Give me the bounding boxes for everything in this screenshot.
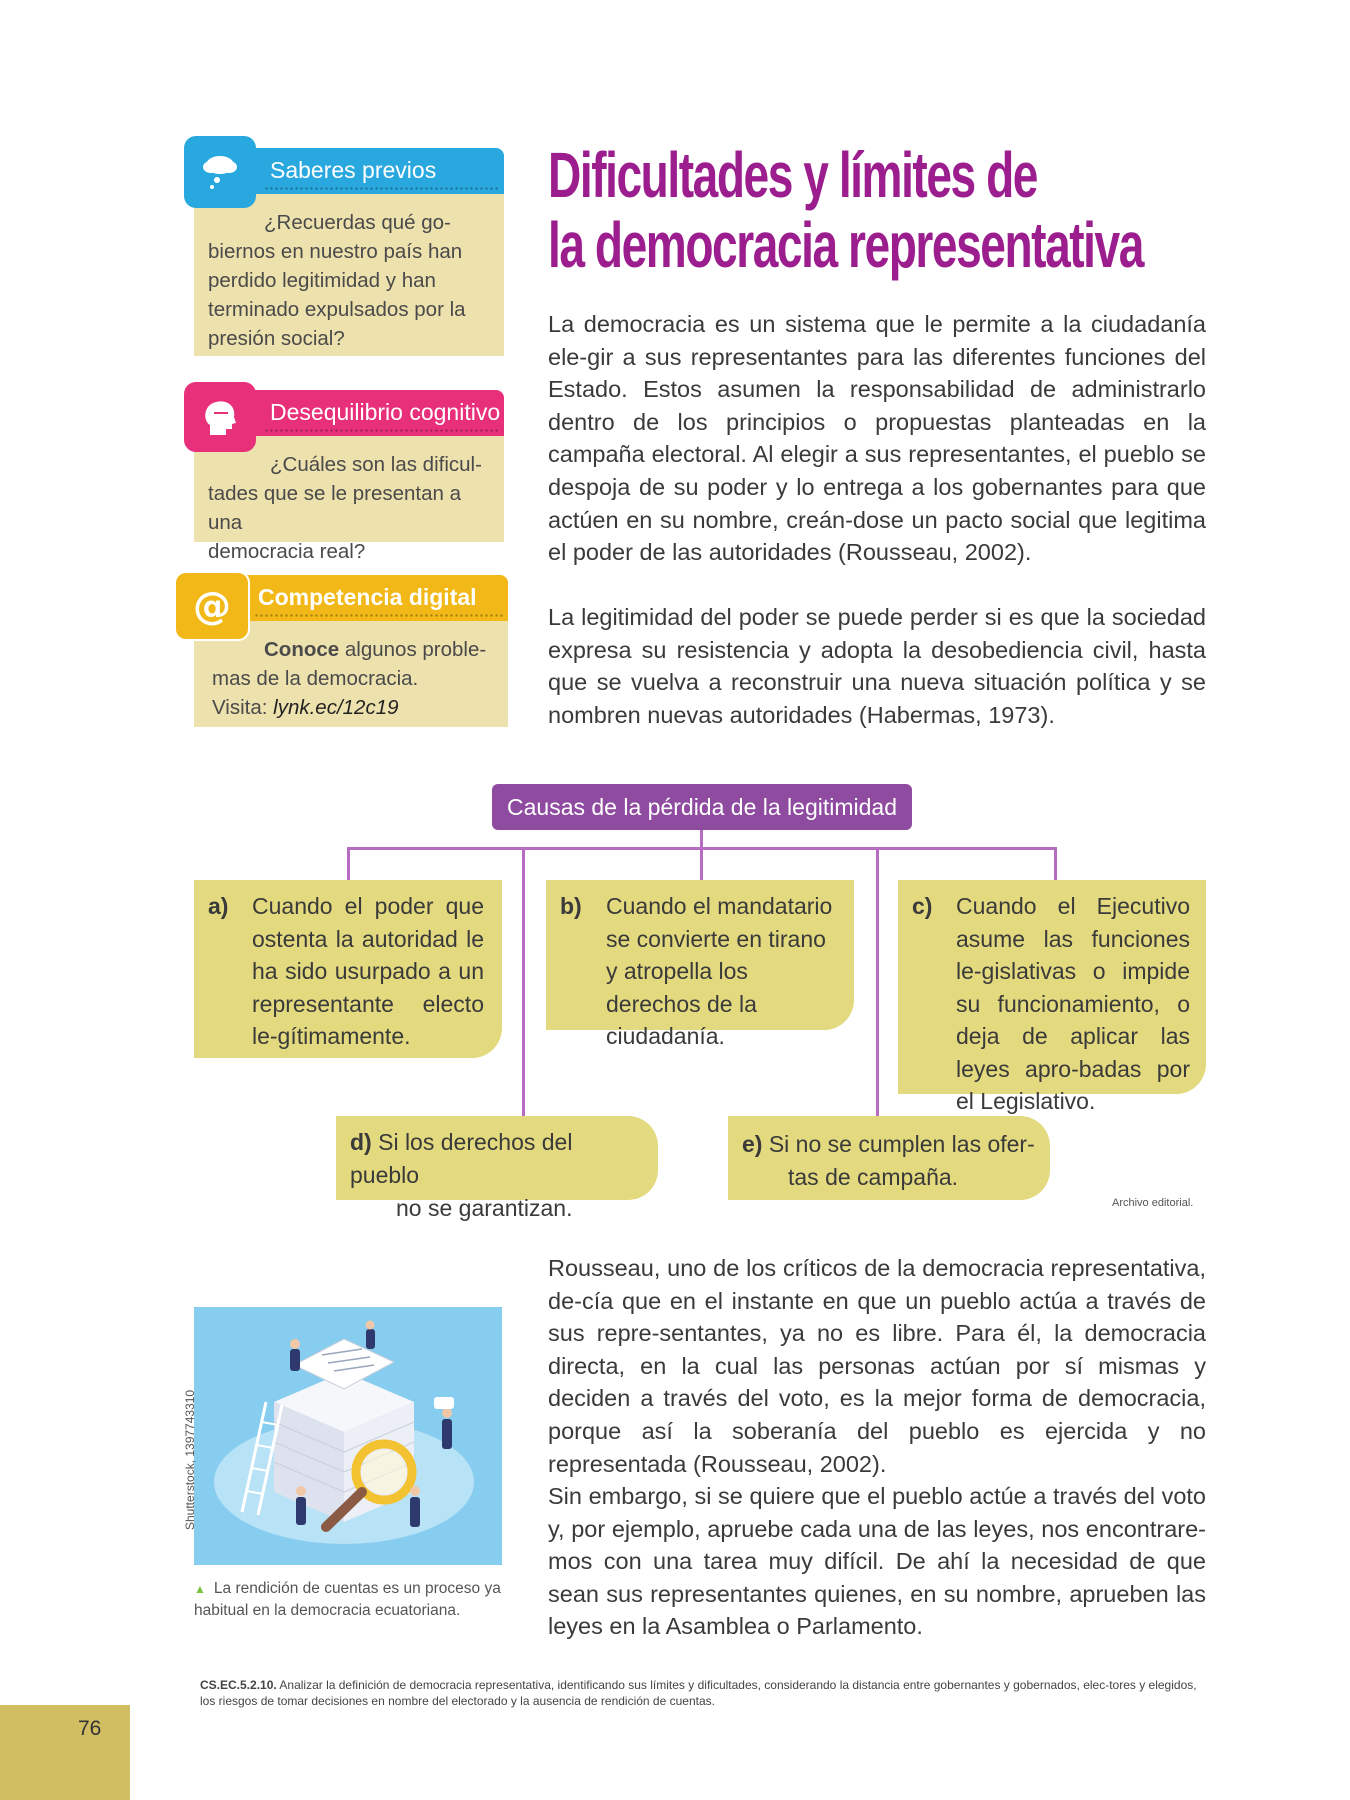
cause-e	[728, 1116, 1050, 1200]
page-number: 76	[78, 1717, 102, 1740]
cause-e-text-1: Si no se cumplen las ofer-	[762, 1131, 1035, 1157]
cloud-thought-icon	[184, 136, 256, 208]
competencia-line-2: mas de la democracia.	[212, 667, 419, 690]
connector-b	[700, 847, 703, 883]
desequilibrio-box	[194, 390, 508, 563]
competencia-bold-word: Conoce	[264, 638, 340, 661]
page-title-line-1: Dificultades y límites de	[548, 139, 1037, 211]
caption-triangle-icon: ▲	[194, 1582, 206, 1596]
page-title	[548, 139, 1143, 281]
connector-e	[876, 847, 879, 1117]
saberes-previos-title: Saberes previos	[270, 157, 437, 183]
diagram-credit: Archivo editorial.	[1112, 1197, 1194, 1209]
cause-a-text: Cuando el poder que ostenta la autoridad le ha sido usurpado a un representante electo le-gítimamente.	[252, 893, 484, 1049]
desequilibrio-line-1: ¿Cuáles son las dificul-	[270, 453, 482, 476]
cause-b	[546, 880, 854, 1049]
cause-d-line-2: no se garantizan.	[396, 1195, 573, 1221]
competencia-link[interactable]: lynk.ec/12c19	[273, 696, 399, 719]
cause-d-letter: d)	[350, 1129, 372, 1155]
connector-a	[347, 847, 350, 883]
curriculum-footnote	[200, 1677, 1200, 1709]
desequilibrio-line-3: democracia real?	[208, 540, 366, 563]
saberes-previos-box	[194, 148, 508, 358]
causes-diagram-title: Causas de la pérdida de la legitimidad	[492, 784, 912, 830]
cause-b-text: Cuando el mandatario se convierte en tirano y atropella los derechos de la ciudadanía.	[606, 893, 833, 1049]
cause-c-letter: c)	[912, 893, 933, 919]
connector-c	[1054, 847, 1057, 883]
connector-trunk	[700, 830, 703, 848]
competencia-line-3	[212, 693, 490, 722]
body-paragraph-4: Sin embargo, si se quiere que el pueblo actúe a través del voto y, por ejemplo, apruebe cada una de las leyes, nos encontrare-mos con una tarea muy difícil. De ahí la necesidad de que sean sus representantes quienes, en su nombre, aprueben las leyes en la Asamblea o Parlamento.	[548, 1483, 1206, 1640]
competencia-line-1-rest: algunos proble-	[339, 638, 487, 661]
body-paragraph-3: Rousseau, uno de los críticos de la democracia representativa, de-cía que en el instante en que un pueblo actúa a través de sus repre-sentantes, ya no es libre. Para él, la democracia directa, en la cual las personas actúan por sí mismas y deciden a través del voto, es la mejor forma de democracia, porque así la soberanía del pueblo es ejercida y no representada (Rousseau, 2002).	[548, 1255, 1206, 1477]
competencia-title: Competencia digital	[258, 584, 477, 610]
footnote-text: Analizar la definición de democracia representativa, identificando sus límites y dificultades, considerando la distancia entre gobernantes y gobernados, elec-tores y elegidos, los riesgos de tomar decisiones en nombre del electorado y la ausencia de rendición de cuentas.	[200, 1678, 1197, 1708]
saberes-line-1: ¿Recuerdas qué go-	[264, 211, 451, 234]
cause-d-line-1	[350, 1126, 644, 1192]
cause-a	[194, 880, 502, 1058]
cause-c	[898, 880, 1206, 1114]
image-caption	[194, 1578, 514, 1621]
image-credit: Shutterstock, 1397743310	[183, 1389, 197, 1530]
cause-d	[336, 1116, 658, 1221]
accountability-illustration	[194, 1307, 502, 1565]
desequilibrio-title: Desequilibrio cognitivo	[270, 399, 501, 425]
intro-paragraph-2: La legitimidad del poder se puede perder si es que la sociedad expresa su resistencia y adopta la desobediencia civil, hasta que se vuelva a reconstruir una nueva situación política y se nombren nuevas autoridades (Habermas, 1973).	[548, 604, 1206, 728]
cause-c-text: Cuando el Ejecutivo asume las funciones le-gislativas o impide su funcionamiento, o deja de aplicar las leyes apro-badas por el Legislativo.	[956, 893, 1190, 1114]
cause-e-line-1	[742, 1128, 1036, 1161]
footnote-code: CS.EC.5.2.10.	[200, 1678, 277, 1692]
at-sign-glyph: @	[193, 584, 231, 628]
saberes-line-4: terminado expulsados por la	[208, 298, 466, 321]
cause-d-text-1: Si los derechos del pueblo	[350, 1129, 573, 1188]
saberes-previos-body	[194, 194, 504, 356]
visit-label: Visita:	[212, 696, 274, 719]
cause-e-line-2: tas de campaña.	[788, 1164, 959, 1190]
saberes-line-2: biernos en nuestro país han	[208, 240, 463, 263]
cause-b-letter: b)	[560, 893, 582, 919]
competencia-line-1	[212, 635, 490, 664]
desequilibrio-line-2: tades que se le presentan a una	[208, 482, 462, 534]
caption-text: La rendición de cuentas es un proceso ya habitual en la democracia ecuatoriana.	[194, 1580, 501, 1619]
saberes-line-3: perdido legitimidad y han	[208, 269, 436, 292]
competencia-digital-box	[194, 575, 508, 727]
intro-paragraph-1: La democracia es un sistema que le permite a la ciudadanía ele-gir a sus representantes para las diferentes funciones del Estado. Estos asumen la responsabilidad de administrarlo dentro de los principios o propuestas planteadas en la campaña electoral. Al elegir a sus representantes, el pueblo se despoja de su poder y lo entrega a los gobernantes para que actúen en su nombre, creán-dose un pacto social que legitima el poder de las autoridades (Rousseau, 2002).	[548, 311, 1206, 566]
saberes-line-5: presión social?	[208, 327, 345, 350]
page-number-tab	[0, 1705, 130, 1800]
cause-e-letter: e)	[742, 1131, 763, 1157]
page-title-line-2: la democracia representativa	[548, 209, 1143, 281]
cause-a-letter: a)	[208, 893, 229, 919]
connector-d	[522, 847, 525, 1117]
head-icon	[184, 382, 256, 452]
at-sign-icon	[174, 571, 250, 641]
